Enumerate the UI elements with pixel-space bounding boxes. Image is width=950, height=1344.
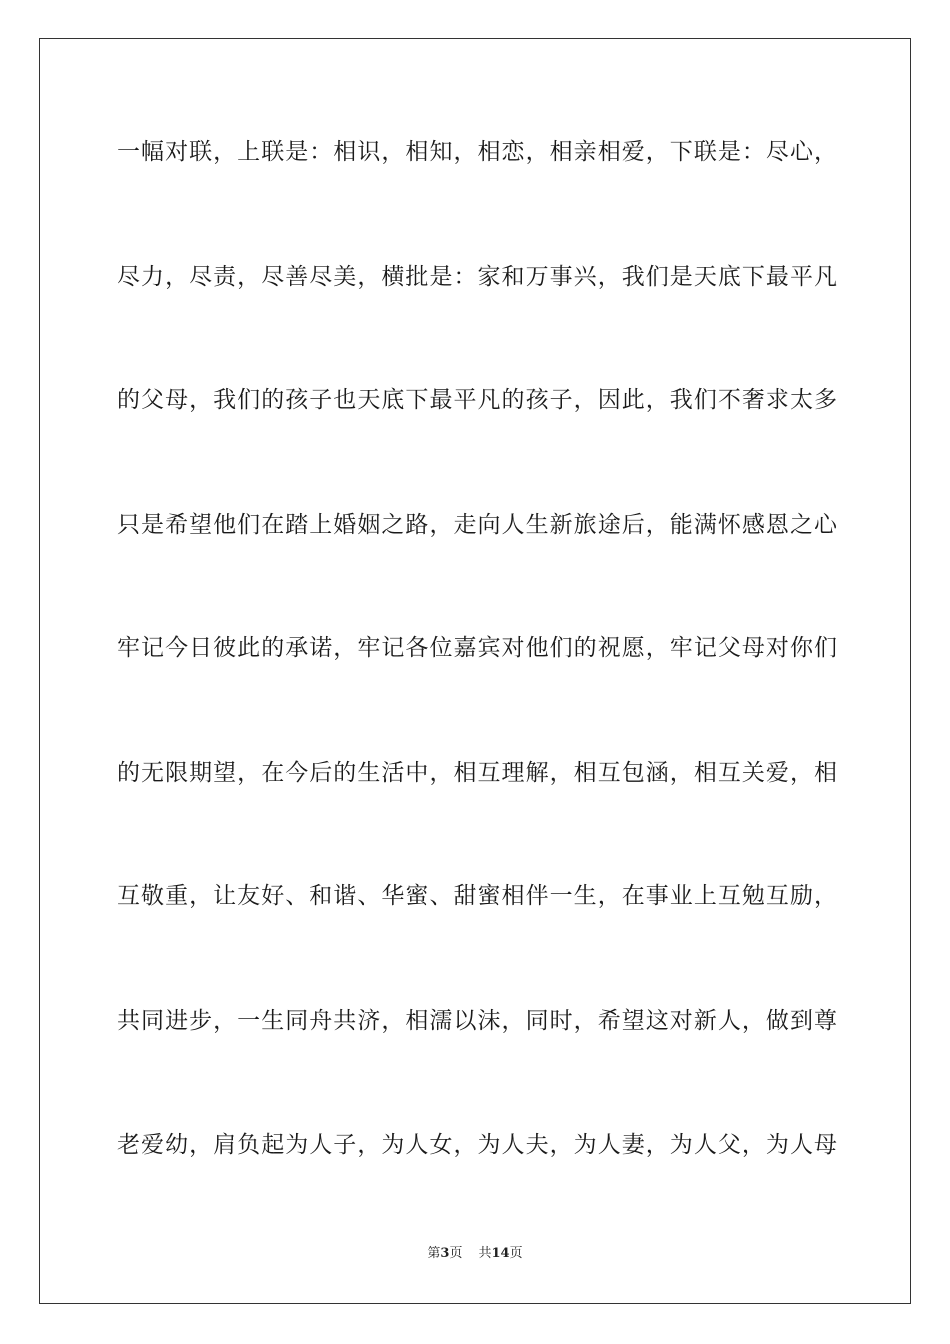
- text-line-6: 的无限期望，在今后的生活中，相互理解，相互包涵，相互关爱，相: [117, 760, 837, 786]
- page-border: [39, 38, 911, 1304]
- text-line-3: 的父母，我们的孩子也天底下最平凡的孩子，因此，我们不奢求太多: [117, 387, 837, 413]
- text-line-2: 尽力，尽责，尽善尽美，横批是：家和万事兴，我们是天底下最平凡: [117, 264, 837, 290]
- text-line-1: 一幅对联，上联是：相识，相知，相恋，相亲相爱，下联是：尽心，: [117, 139, 837, 165]
- text-line-9: 老爱幼，肩负起为人子，为人女，为人夫，为人妻，为人父，为人母: [117, 1132, 837, 1158]
- text-line-5: 牢记今日彼此的承诺，牢记各位嘉宾对他们的祝愿，牢记父母对你们: [117, 635, 837, 661]
- page-footer: [0, 1245, 950, 1263]
- text-line-7: 互敬重，让友好、和谐、华蜜、甜蜜相伴一生，在事业上互勉互励，: [117, 883, 837, 909]
- page-number: 第3页: [427, 1246, 463, 1261]
- text-line-8: 共同进步，一生同舟共济，相濡以沫，同时，希望这对新人，做到尊: [117, 1008, 837, 1034]
- text-line-4: 只是希望他们在踏上婚姻之路，走向人生新旅途后，能满怀感恩之心: [117, 512, 837, 538]
- page-total: 共14页: [478, 1246, 523, 1261]
